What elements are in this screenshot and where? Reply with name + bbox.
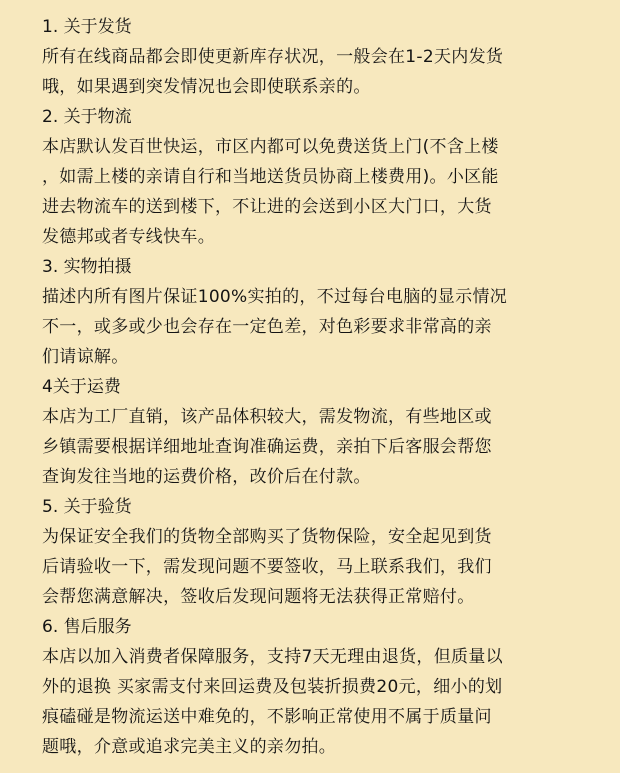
section-body — [42, 402, 606, 492]
body-line: 会帮您满意解决，签收后发现问题将无法获得正常赔付。 — [42, 587, 475, 607]
body-line: 本店默认发百世快运，市区内都可以免费送货上门(不含上楼 — [42, 137, 499, 157]
section-body — [42, 42, 606, 102]
section-inspection — [42, 492, 606, 612]
section-shipping — [42, 12, 606, 102]
section-heading: 5. 关于验货 — [42, 497, 132, 517]
body-line: 们请谅解。 — [42, 347, 129, 367]
body-line: 进去物流车的送到楼下，不让进的会送到小区大门口，大货 — [42, 197, 492, 217]
section-heading: 1. 关于发货 — [42, 17, 132, 37]
body-line: 查询发往当地的运费价格，改价后在付款。 — [42, 467, 371, 487]
body-line: 后请验收一下，需发现问题不要签收，马上联系我们，我们 — [42, 557, 492, 577]
body-line: 为保证安全我们的货物全部购买了货物保险，安全起见到货 — [42, 527, 492, 547]
body-line: 本店为工厂直销，该产品体积较大，需发物流，有些地区或 — [42, 407, 492, 427]
section-body — [42, 132, 606, 252]
section-body — [42, 522, 606, 612]
body-line: ，如需上楼的亲请自行和当地送货员协商上楼费用)。小区能 — [42, 167, 499, 187]
section-heading: 2. 关于物流 — [42, 107, 132, 127]
body-line: 痕磕碰是物流运送中难免的，不影响正常使用不属于质量问 — [42, 707, 492, 727]
body-line: 发德邦或者专线快车。 — [42, 227, 215, 247]
section-heading: 6. 售后服务 — [42, 617, 132, 637]
section-body — [42, 642, 606, 762]
section-freight — [42, 372, 606, 492]
body-line: 哦，如果遇到突发情况也会即使联系亲的。 — [42, 77, 371, 97]
body-line: 描述内所有图片保证100%实拍的，不过每台电脑的显示情况 — [42, 287, 507, 307]
section-logistics — [42, 102, 606, 252]
section-heading: 3. 实物拍摄 — [42, 257, 132, 277]
body-line: 不一，或多或少也会存在一定色差，对色彩要求非常高的亲 — [42, 317, 492, 337]
body-line: 外的退换 买家需支付来回运费及包装折损费20元，细小的划 — [42, 677, 503, 697]
body-line: 本店以加入消费者保障服务，支持7天无理由退货，但质量以 — [42, 647, 503, 667]
section-photos — [42, 252, 606, 372]
section-heading: 4关于运费 — [42, 377, 121, 397]
section-body — [42, 282, 606, 372]
body-line: 乡镇需要根据详细地址查询准确运费，亲拍下后客服会帮您 — [42, 437, 492, 457]
body-line: 题哦，介意或追求完美主义的亲勿拍。 — [42, 737, 337, 757]
body-line: 所有在线商品都会即使更新库存状况，一般会在1-2天内发货 — [42, 47, 504, 67]
section-after-sales — [42, 612, 606, 762]
